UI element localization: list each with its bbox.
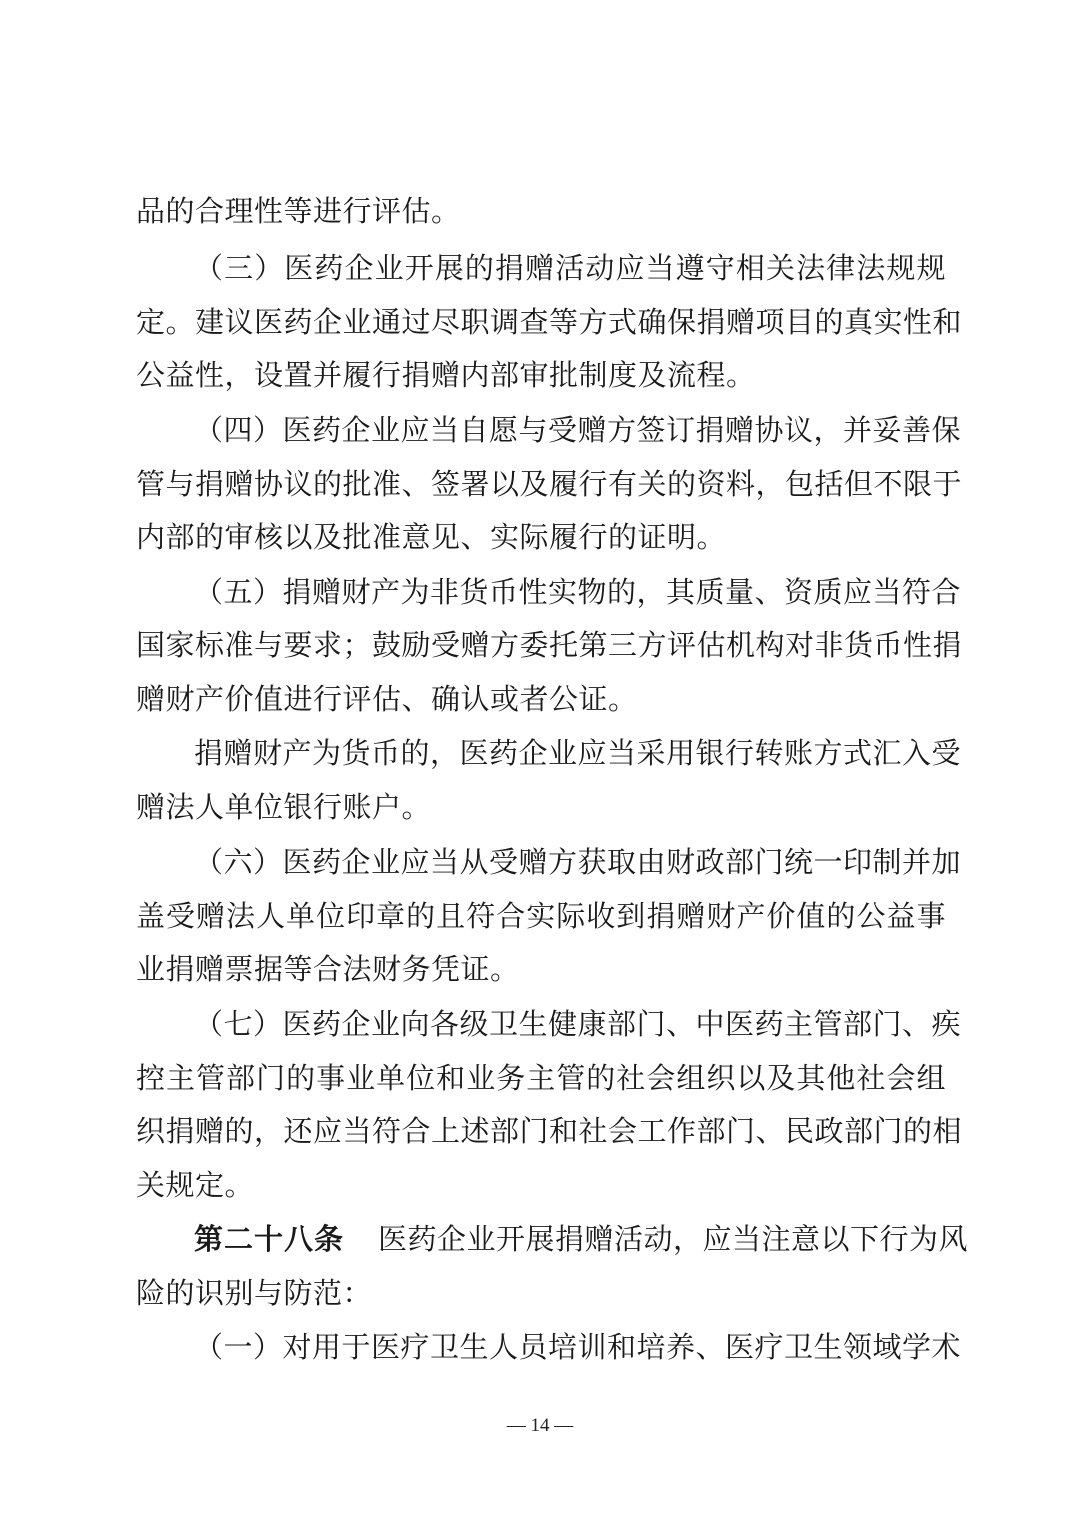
text-line: 捐赠财产为货币的，医药企业应当采用银行转账方式汇入受 [194,736,962,770]
text-line: 公益性，设置并履行捐赠内部审批制度及流程。 [136,358,756,392]
article-line [194,1219,969,1259]
text-line: 盖受赠法人单位印章的且符合实际收到捐赠财产价值的公益事 [136,899,946,933]
text-line: 控主管部门的事业单位和业务主管的社会组织以及其他社会组 [136,1061,946,1095]
text-line: （七）医药企业向各级卫生健康部门、中医药主管部门、疾 [194,1007,962,1041]
text-line: （六）医药企业应当从受赠方获取由财政部门统一印制并加 [194,845,962,879]
text-line: 织捐赠的，还应当符合上述部门和社会工作部门、民政部门的相 [136,1114,963,1148]
text-line: 赠法人单位银行账户。 [136,790,432,824]
text-line: 定。建议医药企业通过尽职调查等方式确保捐赠项目的真实性和 [136,305,963,339]
text-line: 国家标准与要求；鼓励受赠方委托第三方评估机构对非货币性捐 [136,628,963,662]
text-line: 险的识别与防范： [136,1276,373,1310]
text-line: 业捐赠票据等合法财务凭证。 [136,952,520,986]
text-line: （一）对用于医疗卫生人员培训和培养、医疗卫生领域学术 [194,1330,962,1364]
text-line: （四）医药企业应当自愿与受赠方签订捐赠协议，并妥善保 [194,413,962,447]
text-line: 内部的审核以及批准意见、实际履行的证明。 [136,520,727,554]
text-line: 关规定。 [136,1168,255,1202]
text-line: 品的合理性等进行评估。 [136,194,461,228]
article-heading: 第二十八条 [194,1222,345,1256]
page-number: — 14 — [506,1415,574,1436]
text-line: 管与捐赠协议的批准、签署以及履行有关的资料，包括但不限于 [136,467,963,501]
text-line: 医药企业开展捐赠活动，应当注意以下行为风 [378,1222,969,1256]
text-line: 赠财产价值进行评估、确认或者公证。 [136,682,638,716]
text-line: （五）捐赠财产为非货币性实物的，其质量、资质应当符合 [194,575,962,609]
text-line: （三）医药企业开展的捐赠活动应当遵守相关法律法规规 [194,251,946,285]
